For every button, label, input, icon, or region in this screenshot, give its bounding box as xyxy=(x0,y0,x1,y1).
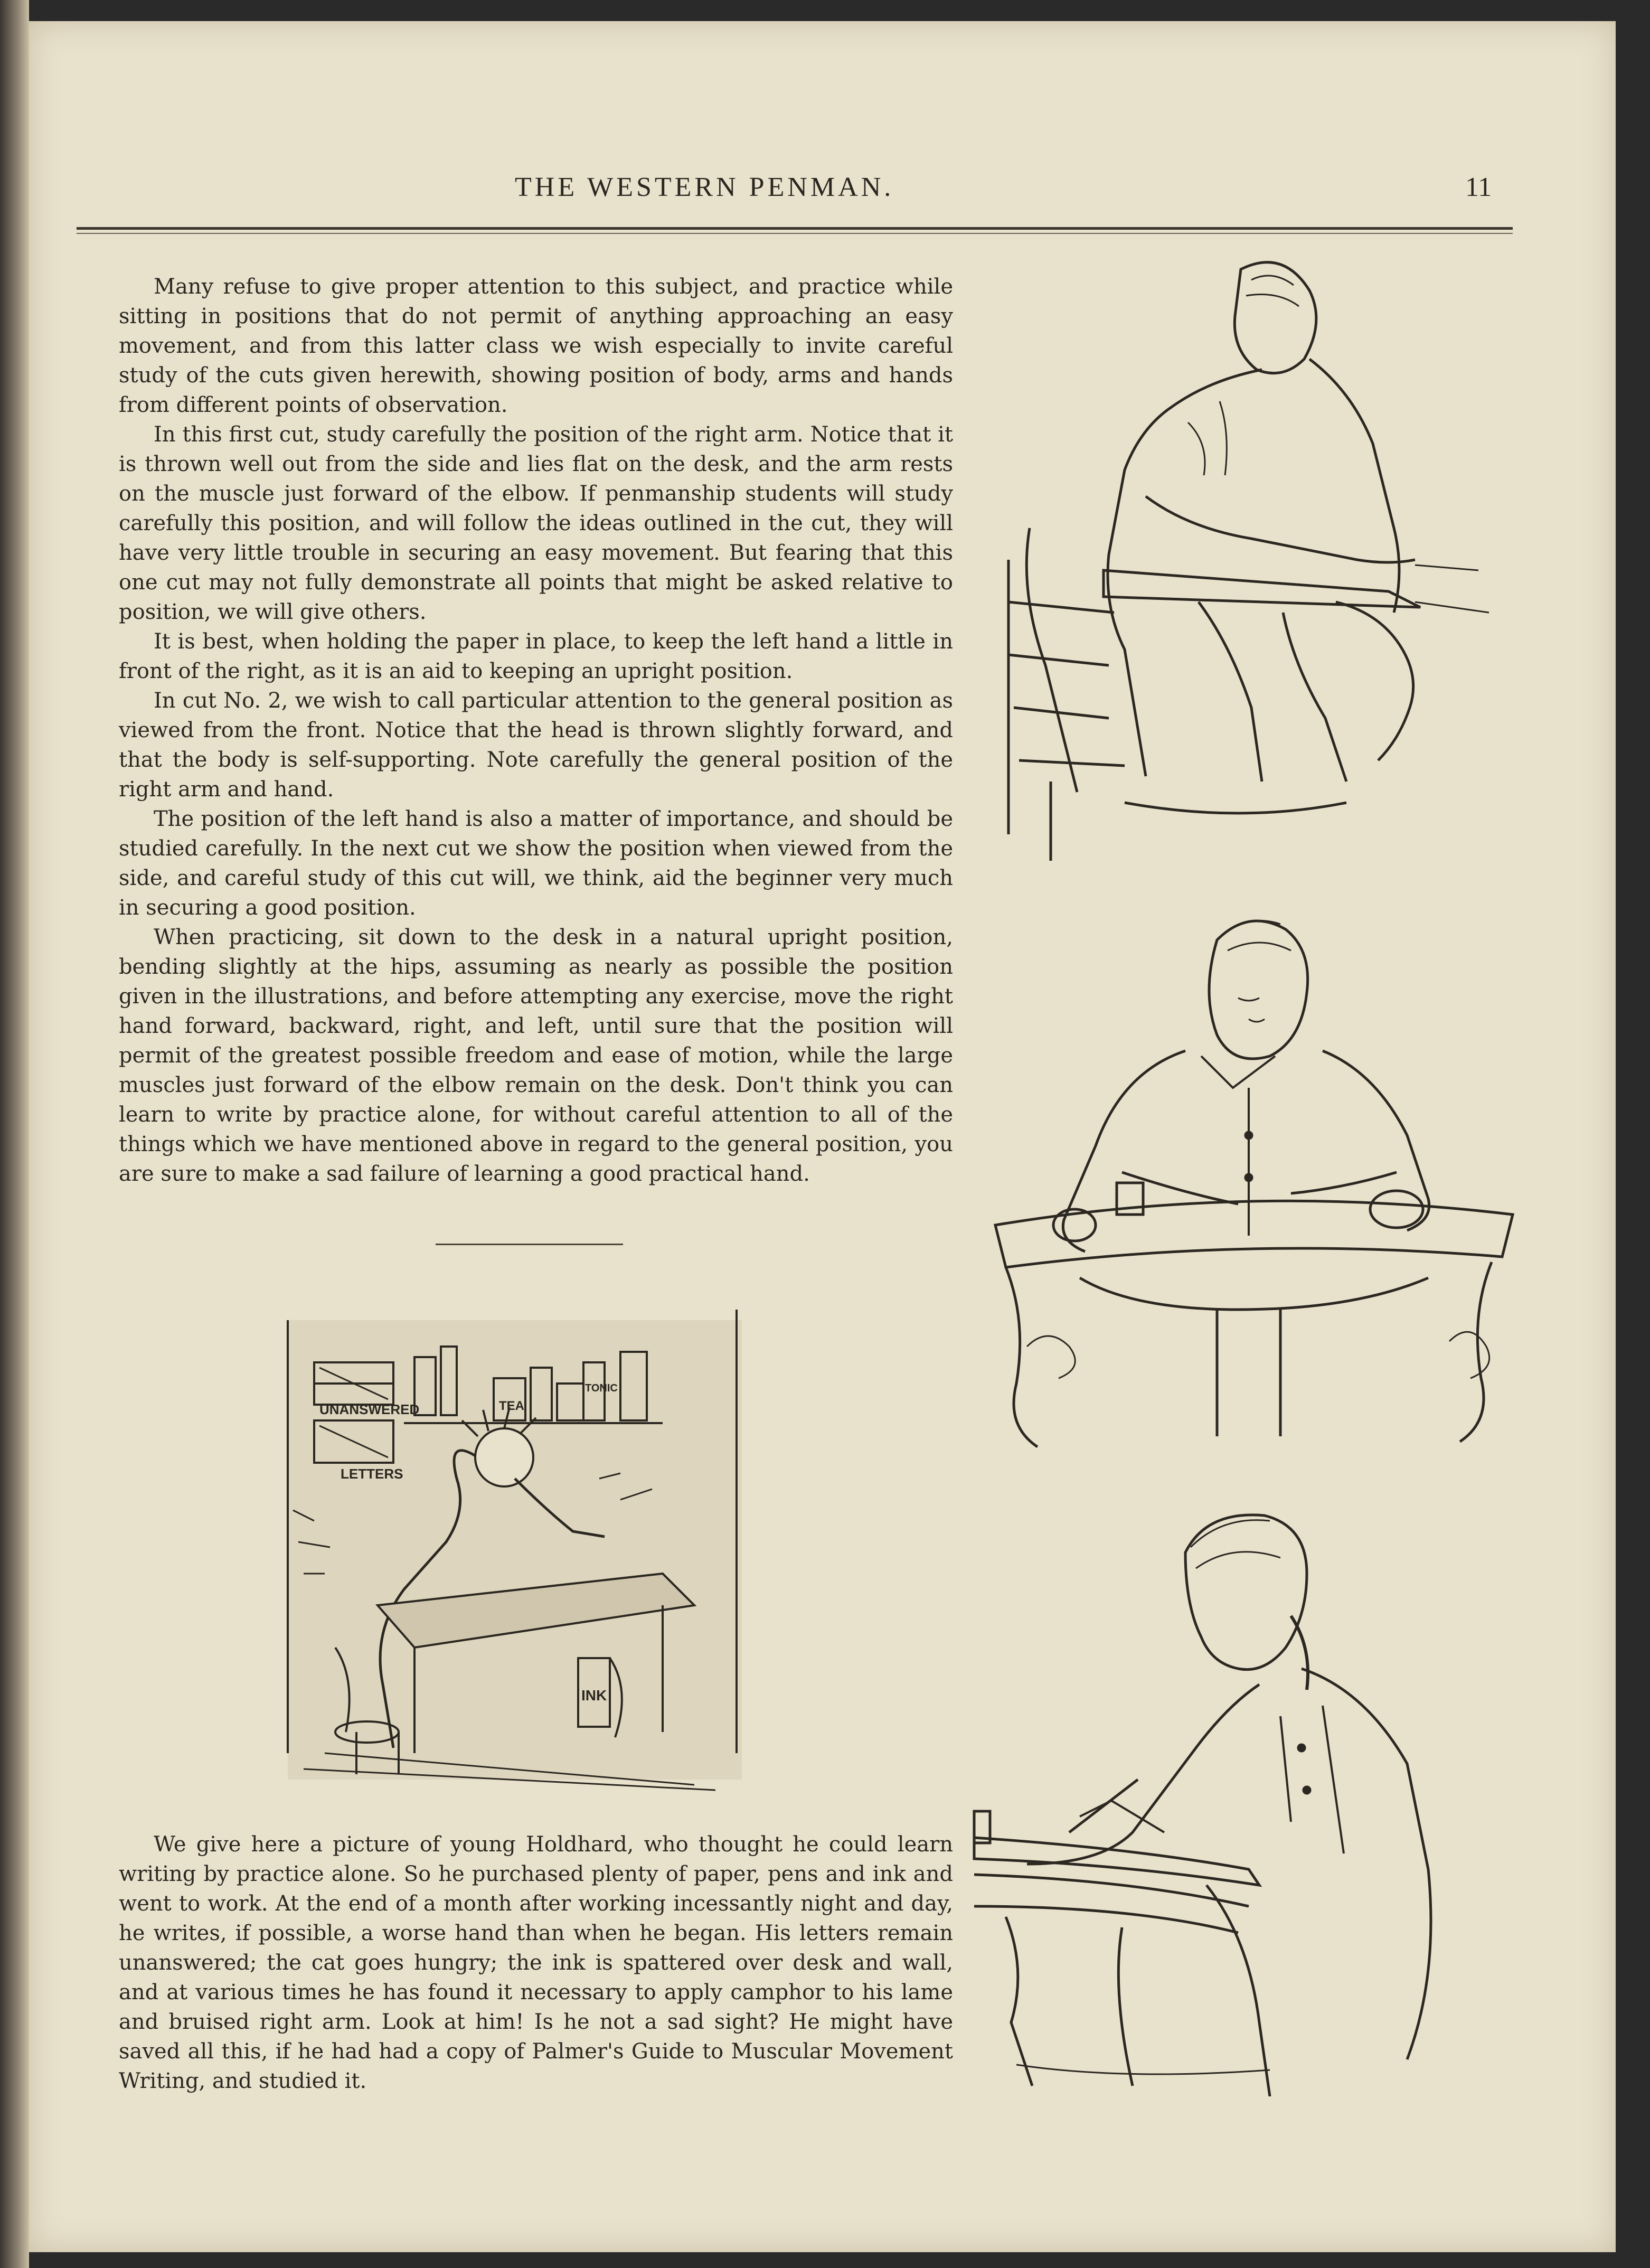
paragraph: The position of the left hand is also a matter of importance, and should be studied carefully. In the next cut we show the position when viewed from the side, and careful study of this cut will, we think, aid the beginner very much in securing a good position. xyxy=(119,807,953,920)
caption-paragraph: We give here a picture of young Holdhard, who thought he could learn writing by practice alone. So he purchased plenty of paper, pens and ink and went to work. At the end of a month after working incessantly night and day, he writes, if possible, a worse hand than when he began. His letters remain unanswered; the cat goes hungry; the ink is spattered over desk and wall, and at various times he has found it necessary to apply camphor to his lame and bruised right arm. Look at him! Is he not a sad sight? He might have saved all this, if he had had a copy of Palmer's Guide to Muscular Movement Writing, and studied it. xyxy=(119,1832,953,2093)
page-number: 11 xyxy=(1465,172,1492,202)
figure-back-view xyxy=(966,232,1526,882)
paragraph: It is best, when holding the paper in place, to keep the left hand a little in front of the right, as it is an aid to keeping an upright position. xyxy=(119,629,953,683)
figure-front-view xyxy=(974,898,1529,1468)
running-title: THE WESTERN PENMAN. xyxy=(515,172,894,202)
paragraph: In this first cut, study carefully the position of the right arm. Notice that it is thrown well out from the side and lies flat on the desk, and the arm rests on the muscle just forward of the elbow. If penmanship students will study carefully this position, and will follow the ideas outlined in the cut, they will have very little trouble in securing an easy movement. But fearing that this one cut may not fully demonstrate all points that might be asked relative to position, we will give others. xyxy=(119,422,953,624)
cartoon-caption xyxy=(119,1830,953,2096)
figure-side-view-drawing xyxy=(964,1494,1534,2096)
paragraph: Many refuse to give proper attention to this subject, and practice while sitting in positions that do not permit of anything approaching an easy movement, and from this latter class we wish especially to invite careful study of the cuts given herewith, showing position of body, arms and hands from different points of observation. xyxy=(119,275,953,417)
figure-back-view-drawing xyxy=(966,232,1526,882)
label-ink: INK xyxy=(581,1687,607,1704)
header-rule xyxy=(77,227,1513,230)
label-tea: TEA xyxy=(499,1399,524,1413)
label-unanswered: UNANSWERED xyxy=(319,1401,420,1417)
label-tonic: TONIC xyxy=(585,1382,618,1394)
paragraph: In cut No. 2, we wish to call particular attention to the general position as viewed from the front. Notice that the head is thrown slightly forward, and that the body is self-supporting. Note carefully the general position of the right arm and hand. xyxy=(119,689,953,802)
cartoon-illustration xyxy=(282,1278,752,1801)
paragraph: When practicing, sit down to the desk in a natural upright position, bending slightly at the hips, assuming as nearly as possible the position given in the illustrations, and before attempting any exercise, move the right hand forward, backward, right, and left, until sure that the position will permit of the greatest possible freedom and ease of motion, while the large muscles just forward of the elbow remain on the desk. Don't think you can learn to write by practice alone, for without careful attention to all of the things which we have mentioned above in regard to the general position, you are sure to make a sad failure of learning a good practical hand. xyxy=(119,925,953,1186)
book-spine xyxy=(0,0,29,2268)
page xyxy=(29,21,1616,2252)
article-body xyxy=(119,272,953,1189)
section-divider xyxy=(436,1244,623,1245)
label-letters: LETTERS xyxy=(341,1466,403,1482)
figure-front-view-drawing xyxy=(974,898,1529,1468)
cartoon-drawing xyxy=(282,1278,752,1801)
page-header xyxy=(29,156,1616,219)
figure-side-view xyxy=(964,1494,1534,2096)
